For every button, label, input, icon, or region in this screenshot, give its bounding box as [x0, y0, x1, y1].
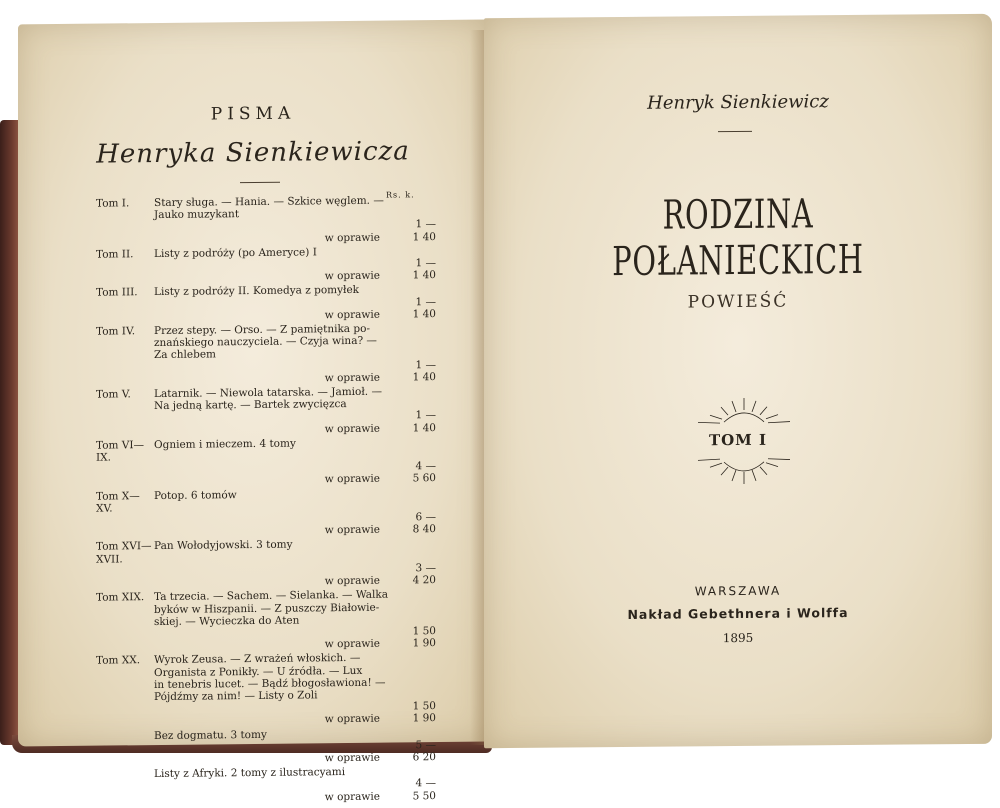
series-author: Henryka Sienkiewicza	[96, 136, 410, 170]
volume-number: Tom V.	[96, 388, 131, 401]
price-value: 1 40	[412, 269, 436, 282]
divider-rule	[718, 131, 752, 132]
works-entry	[96, 245, 436, 285]
works-title-line: Latarnik. — Niewola tatarska. — Jamioł. —	[154, 385, 382, 401]
binding-label: w oprawie	[324, 308, 380, 322]
works-title-line: Ogniem i mieczem. 4 tomy	[154, 437, 296, 451]
works-title-line: Na jedną kartę. — Bartek zwycięzca	[154, 398, 347, 413]
binding-label: w oprawie	[324, 712, 380, 726]
binding-label	[380, 701, 396, 713]
volume-number: Tom XIX.	[96, 591, 145, 604]
price-row	[96, 790, 436, 806]
works-titles	[154, 194, 436, 221]
works-title-line: znańskiego nauczyciela. — Czyja wina? —	[154, 334, 377, 350]
left-page	[18, 20, 488, 803]
binding-label: w oprawie	[324, 523, 380, 537]
publication-city: WARSZAWA	[694, 583, 782, 599]
binding-label	[380, 359, 396, 371]
volume-number: Tom III.	[96, 286, 138, 300]
divider-rule	[240, 182, 280, 183]
works-entry	[96, 538, 436, 590]
price-row	[96, 308, 436, 324]
works-title-line: Potop. 6 tomów	[154, 488, 237, 502]
price-row	[96, 269, 436, 285]
title-page-author: Henryk Sienkiewicz	[647, 91, 829, 114]
binding-label	[380, 562, 396, 574]
works-title-line: Ta trzecia. — Sachem. — Sielanka. — Walka	[154, 588, 388, 604]
binding-label	[380, 219, 396, 231]
price-value: 1 —	[415, 358, 436, 371]
price-value: 1 40	[412, 370, 436, 384]
price-value: 6 —	[415, 511, 436, 524]
binding-label	[380, 258, 396, 270]
price-value: 1 50	[412, 700, 436, 713]
volume-number	[96, 730, 154, 743]
works-entry	[96, 651, 436, 728]
works-title-line: Listy z podróży (po Ameryce) I	[154, 246, 317, 260]
price-value: 5 60	[412, 472, 436, 485]
volume-number: Tom IV.	[96, 325, 136, 338]
works-titles	[154, 322, 436, 362]
works-titles	[154, 436, 436, 463]
works-entry	[96, 436, 436, 488]
price-row	[96, 473, 436, 489]
works-title-line: Przez stepy. — Orso. — Z pamiętnika po-	[154, 322, 370, 338]
price-value: 1 40	[412, 230, 436, 243]
binding-label: w oprawie	[324, 751, 380, 765]
works-title-line: skiej. — Wycieczka do Aten	[154, 614, 300, 628]
price-row	[96, 523, 436, 539]
works-title-line: byków w Hiszpanii. — Z puszczy Białowie-	[154, 601, 380, 616]
binding-label: w oprawie	[324, 574, 380, 588]
price-value: 5 —	[415, 738, 436, 752]
book-title: RODZINA POŁANIECKICH	[612, 191, 864, 286]
volume-number: Tom XX.	[96, 654, 141, 667]
price-value: 1 90	[412, 637, 436, 650]
volume-number: Tom XVI—XVII.	[96, 540, 152, 566]
works-titles	[154, 385, 436, 412]
price-value: 1 —	[415, 218, 436, 231]
binding-label: w oprawie	[324, 371, 380, 385]
price-row	[96, 712, 436, 728]
volume-number: Tom II.	[96, 248, 134, 261]
price-value: 5 50	[412, 789, 436, 802]
price-value: 1 —	[415, 409, 436, 422]
binding-label	[380, 512, 396, 524]
works-title-line: Za chlebem	[154, 348, 217, 362]
binding-label: w oprawie	[324, 790, 380, 803]
works-title-line: Listy z podróży II. Komedya z pomyłek	[154, 284, 360, 299]
works-titles	[154, 487, 436, 514]
binding-label	[380, 625, 396, 637]
price-value: 1 90	[412, 712, 436, 725]
binding-label	[380, 739, 396, 751]
series-label: PISMA	[210, 103, 296, 125]
works-list	[96, 194, 436, 807]
works-titles	[154, 651, 436, 703]
price-value: 1 50	[412, 624, 436, 638]
binding-label: w oprawie	[324, 473, 380, 486]
works-entry	[96, 727, 436, 767]
works-title-line: Pójdźmy za nim! — Listy o Zoli	[154, 689, 318, 703]
price-value: 1 40	[412, 307, 436, 321]
price-row	[96, 371, 436, 387]
works-title-line: Wyrok Zeusa. — Z wrażeń włoskich. —	[154, 652, 361, 667]
works-entry	[96, 487, 436, 539]
price-value: 1 —	[415, 257, 436, 270]
works-entry	[96, 765, 436, 805]
works-entry	[96, 194, 436, 246]
book-subtitle: POWIEŚĆ	[687, 291, 789, 313]
binding-label: w oprawie	[324, 231, 380, 244]
price-value: 1 40	[412, 421, 436, 434]
price-column-header: Rs. k.	[386, 190, 415, 200]
binding-label: w oprawie	[324, 269, 380, 283]
price-value: 6 20	[412, 751, 436, 764]
publication-year: 1895	[722, 630, 754, 646]
works-title-line: Bez dogmatu. 3 tomy	[154, 728, 267, 742]
volume-number: Tom X—XV.	[96, 489, 140, 515]
works-title-line: Organista z Ponikły. — U źródła. — Lux	[154, 664, 363, 679]
works-entry	[96, 322, 436, 387]
works-titles	[154, 538, 436, 565]
price-value: 4 —	[415, 460, 436, 473]
works-entry	[96, 284, 436, 324]
volume-label: TOM I	[708, 430, 768, 450]
volume-number	[96, 768, 154, 781]
works-titles	[154, 588, 436, 628]
binding-label	[380, 410, 396, 422]
publisher-line: Nakład Gebethnera i Wolffa	[627, 605, 849, 622]
price-value: 3 —	[415, 561, 436, 575]
works-entry	[96, 385, 436, 437]
works-title-line: Listy z Afryki. 2 tomy z ilustracyami	[154, 766, 346, 781]
binding-label	[380, 296, 396, 308]
price-value: 8 40	[412, 523, 436, 536]
works-entry	[96, 588, 436, 653]
price-row	[96, 231, 436, 247]
price-value: 4 20	[412, 574, 436, 587]
binding-label	[380, 461, 396, 473]
works-title-line: Stary sługa. — Hania. — Szkice węglem. —	[154, 194, 384, 210]
works-title-line: Jauko muzykant	[154, 208, 240, 222]
price-row	[96, 574, 436, 590]
works-title-line: Pan Wołodyjowski. 3 tomy	[154, 539, 293, 553]
binding-label: w oprawie	[324, 637, 380, 651]
volume-number: Tom VI—IX.	[96, 439, 145, 464]
works-title-line: in tenebris lucet. — Bądź błogosławiona! —	[154, 676, 386, 691]
binding-label: w oprawie	[324, 422, 380, 435]
price-row	[96, 637, 436, 653]
binding-label	[380, 778, 396, 790]
volume-number: Tom I.	[96, 197, 130, 210]
right-page	[484, 14, 992, 748]
price-row	[96, 422, 436, 438]
price-value: 1 —	[415, 295, 436, 308]
price-value: 4 —	[415, 777, 436, 790]
